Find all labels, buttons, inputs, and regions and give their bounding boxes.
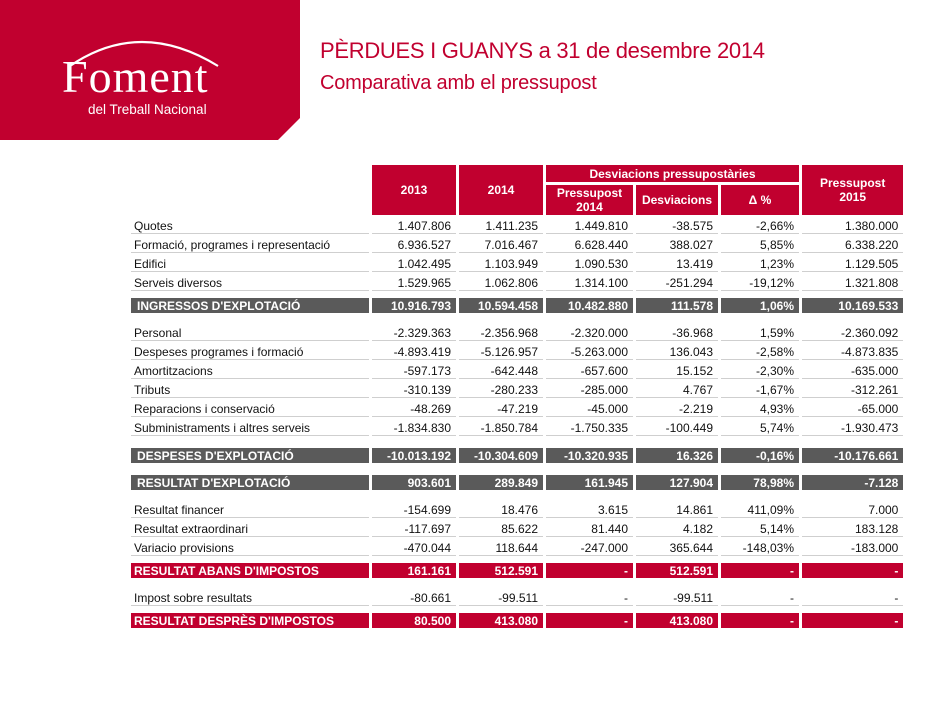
cell-v2013: -154.699 xyxy=(372,502,456,518)
table-row xyxy=(131,382,903,398)
logo-panel xyxy=(0,0,300,140)
total-row xyxy=(131,563,903,578)
cell-v2013: -48.269 xyxy=(372,401,456,417)
cell-v2014: 7.016.467 xyxy=(459,237,543,253)
row-label: RESULTAT DESPRÈS D'IMPOSTOS xyxy=(131,613,369,628)
total-row xyxy=(131,448,903,463)
cell-v2013: 1.042.495 xyxy=(372,256,456,272)
row-label: Impost sobre resultats xyxy=(131,590,369,606)
header-blank xyxy=(131,165,369,215)
cell-v2013: -1.834.830 xyxy=(372,420,456,436)
cell-p2014: -45.000 xyxy=(546,401,633,417)
table-row xyxy=(131,256,903,272)
row-label: RESULTAT D'EXPLOTACIÓ xyxy=(131,475,369,490)
cell-dev: -100.449 xyxy=(636,420,718,436)
cell-pct: 5,14% xyxy=(721,521,799,537)
cell-v2013: -310.139 xyxy=(372,382,456,398)
cell-p2014: 161.945 xyxy=(546,475,633,490)
cell-p2014: 1.090.530 xyxy=(546,256,633,272)
cell-p2014: - xyxy=(546,563,633,578)
spacer-row xyxy=(131,609,903,610)
cell-dev: -38.575 xyxy=(636,218,718,234)
logo-subtitle: del Treball Nacional xyxy=(88,102,207,117)
cell-p2015: 1.380.000 xyxy=(802,218,903,234)
cell-v2014: 18.476 xyxy=(459,502,543,518)
cell-pct: -148,03% xyxy=(721,540,799,556)
spacer-row xyxy=(131,581,903,587)
table-row xyxy=(131,521,903,537)
cell-dev: 4.182 xyxy=(636,521,718,537)
cell-pct: - xyxy=(721,590,799,606)
table-row xyxy=(131,502,903,518)
cell-pct: 5,74% xyxy=(721,420,799,436)
cell-p2014: - xyxy=(546,590,633,606)
cell-p2014: -10.320.935 xyxy=(546,448,633,463)
cell-v2013: -2.329.363 xyxy=(372,325,456,341)
cell-p2015: 1.129.505 xyxy=(802,256,903,272)
cell-dev: 15.152 xyxy=(636,363,718,379)
cell-dev: 16.326 xyxy=(636,448,718,463)
total-row xyxy=(131,298,903,313)
cell-p2014: -285.000 xyxy=(546,382,633,398)
header-row-1 xyxy=(131,165,903,182)
cell-dev: 111.578 xyxy=(636,298,718,313)
cell-v2013: 10.916.793 xyxy=(372,298,456,313)
cell-p2015: -10.176.661 xyxy=(802,448,903,463)
row-label: Edifici xyxy=(131,256,369,272)
cell-v2014: -47.219 xyxy=(459,401,543,417)
cell-pct: 1,59% xyxy=(721,325,799,341)
cell-pct: -2,58% xyxy=(721,344,799,360)
header-budget-2015: Pressupost 2015 xyxy=(802,165,903,215)
cell-v2013: 6.936.527 xyxy=(372,237,456,253)
cell-v2013: 161.161 xyxy=(372,563,456,578)
row-label: Tributs xyxy=(131,382,369,398)
cell-pct: -19,12% xyxy=(721,275,799,291)
cell-pct: 4,93% xyxy=(721,401,799,417)
cell-p2015: -183.000 xyxy=(802,540,903,556)
header-delta-pct: Δ % xyxy=(721,185,799,215)
row-label: Serveis diversos xyxy=(131,275,369,291)
cell-p2015: - xyxy=(802,590,903,606)
row-label: DESPESES D'EXPLOTACIÓ xyxy=(131,448,369,463)
cell-v2013: -117.697 xyxy=(372,521,456,537)
header-2014: 2014 xyxy=(459,165,543,215)
cell-pct: 78,98% xyxy=(721,475,799,490)
table-row xyxy=(131,401,903,417)
cell-p2015: -65.000 xyxy=(802,401,903,417)
cell-p2015: -7.128 xyxy=(802,475,903,490)
cell-dev: -99.511 xyxy=(636,590,718,606)
row-label: Resultat extraordinari xyxy=(131,521,369,537)
table-row xyxy=(131,325,903,341)
cell-pct: 5,85% xyxy=(721,237,799,253)
row-label: Reparacions i conservació xyxy=(131,401,369,417)
cell-v2014: -280.233 xyxy=(459,382,543,398)
cell-v2014: 1.062.806 xyxy=(459,275,543,291)
cell-v2013: -4.893.419 xyxy=(372,344,456,360)
cell-p2015: 1.321.808 xyxy=(802,275,903,291)
logo-wordmark: Foment xyxy=(62,51,209,102)
cell-p2014: - xyxy=(546,613,633,628)
cell-v2014: 10.594.458 xyxy=(459,298,543,313)
spacer-row xyxy=(131,316,903,322)
cell-dev: 388.027 xyxy=(636,237,718,253)
cell-p2015: -1.930.473 xyxy=(802,420,903,436)
spacer-row xyxy=(131,439,903,445)
income-statement-table xyxy=(128,162,906,631)
cell-dev: 413.080 xyxy=(636,613,718,628)
cell-p2014: 10.482.880 xyxy=(546,298,633,313)
cell-p2015: - xyxy=(802,613,903,628)
spacer-row xyxy=(131,466,903,472)
cell-p2015: 7.000 xyxy=(802,502,903,518)
cell-dev: 512.591 xyxy=(636,563,718,578)
page-subtitle: Comparativa amb el pressupost xyxy=(320,72,597,94)
cell-v2013: -80.661 xyxy=(372,590,456,606)
page-title: PÈRDUES I GUANYS a 31 de desembre 2014 xyxy=(320,38,765,63)
cell-p2014: 1.449.810 xyxy=(546,218,633,234)
cell-p2014: -2.320.000 xyxy=(546,325,633,341)
cell-p2014: 1.314.100 xyxy=(546,275,633,291)
table-row xyxy=(131,275,903,291)
cell-v2014: -2.356.968 xyxy=(459,325,543,341)
cell-p2014: -247.000 xyxy=(546,540,633,556)
row-label: Despeses programes i formació xyxy=(131,344,369,360)
row-label: INGRESSOS D'EXPLOTACIÓ xyxy=(131,298,369,313)
cell-v2014: -10.304.609 xyxy=(459,448,543,463)
header-2013: 2013 xyxy=(372,165,456,215)
cell-v2013: 1.529.965 xyxy=(372,275,456,291)
total-row xyxy=(131,613,903,628)
cell-v2014: 289.849 xyxy=(459,475,543,490)
row-label: Variacio provisions xyxy=(131,540,369,556)
cell-p2014: 81.440 xyxy=(546,521,633,537)
cell-v2013: -470.044 xyxy=(372,540,456,556)
cell-p2015: 183.128 xyxy=(802,521,903,537)
table-row xyxy=(131,218,903,234)
cell-v2013: -10.013.192 xyxy=(372,448,456,463)
cell-pct: 1,23% xyxy=(721,256,799,272)
header-deviations: Desviacions xyxy=(636,185,718,215)
cell-v2013: 1.407.806 xyxy=(372,218,456,234)
cell-v2013: 80.500 xyxy=(372,613,456,628)
cell-pct: -0,16% xyxy=(721,448,799,463)
cell-dev: -36.968 xyxy=(636,325,718,341)
table-row xyxy=(131,590,903,606)
cell-p2014: -657.600 xyxy=(546,363,633,379)
cell-v2014: 413.080 xyxy=(459,613,543,628)
cell-v2014: 1.411.235 xyxy=(459,218,543,234)
row-label: Subministraments i altres serveis xyxy=(131,420,369,436)
table-row xyxy=(131,344,903,360)
cell-dev: 13.419 xyxy=(636,256,718,272)
table-row xyxy=(131,237,903,253)
total-row xyxy=(131,475,903,490)
cell-pct: 1,06% xyxy=(721,298,799,313)
cell-v2014: 512.591 xyxy=(459,563,543,578)
spacer-row xyxy=(131,294,903,295)
cell-p2015: -4.873.835 xyxy=(802,344,903,360)
header-deviation-group: Desviacions pressupostàries xyxy=(546,165,799,182)
cell-v2014: 85.622 xyxy=(459,521,543,537)
cell-v2014: 118.644 xyxy=(459,540,543,556)
cell-p2014: -1.750.335 xyxy=(546,420,633,436)
row-label: Resultat financer xyxy=(131,502,369,518)
row-label: RESULTAT ABANS D'IMPOSTOS xyxy=(131,563,369,578)
row-label: Formació, programes i representació xyxy=(131,237,369,253)
cell-pct: -2,30% xyxy=(721,363,799,379)
row-label: Personal xyxy=(131,325,369,341)
cell-p2015: 6.338.220 xyxy=(802,237,903,253)
header-budget-2014: Pressupost 2014 xyxy=(546,185,633,215)
cell-pct: - xyxy=(721,613,799,628)
table-row xyxy=(131,363,903,379)
cell-pct: - xyxy=(721,563,799,578)
cell-dev: 127.904 xyxy=(636,475,718,490)
table-body xyxy=(131,218,903,628)
cell-dev: 4.767 xyxy=(636,382,718,398)
cell-v2014: -5.126.957 xyxy=(459,344,543,360)
cell-dev: -2.219 xyxy=(636,401,718,417)
row-label: Amortitzacions xyxy=(131,363,369,379)
cell-p2014: 6.628.440 xyxy=(546,237,633,253)
cell-v2014: 1.103.949 xyxy=(459,256,543,272)
cell-v2014: -99.511 xyxy=(459,590,543,606)
cell-p2015: -635.000 xyxy=(802,363,903,379)
cell-p2015: -312.261 xyxy=(802,382,903,398)
cell-pct: -2,66% xyxy=(721,218,799,234)
cell-v2014: -642.448 xyxy=(459,363,543,379)
row-label: Quotes xyxy=(131,218,369,234)
cell-p2014: -5.263.000 xyxy=(546,344,633,360)
cell-pct: -1,67% xyxy=(721,382,799,398)
cell-p2014: 3.615 xyxy=(546,502,633,518)
spacer-row xyxy=(131,559,903,560)
cell-p2015: -2.360.092 xyxy=(802,325,903,341)
cell-pct: 411,09% xyxy=(721,502,799,518)
cell-dev: -251.294 xyxy=(636,275,718,291)
cell-dev: 365.644 xyxy=(636,540,718,556)
table-row xyxy=(131,420,903,436)
cell-p2015: - xyxy=(802,563,903,578)
cell-v2014: -1.850.784 xyxy=(459,420,543,436)
cell-dev: 14.861 xyxy=(636,502,718,518)
cell-dev: 136.043 xyxy=(636,344,718,360)
cell-v2013: -597.173 xyxy=(372,363,456,379)
spacer-row xyxy=(131,493,903,499)
cell-v2013: 903.601 xyxy=(372,475,456,490)
cell-p2015: 10.169.533 xyxy=(802,298,903,313)
table-row xyxy=(131,540,903,556)
